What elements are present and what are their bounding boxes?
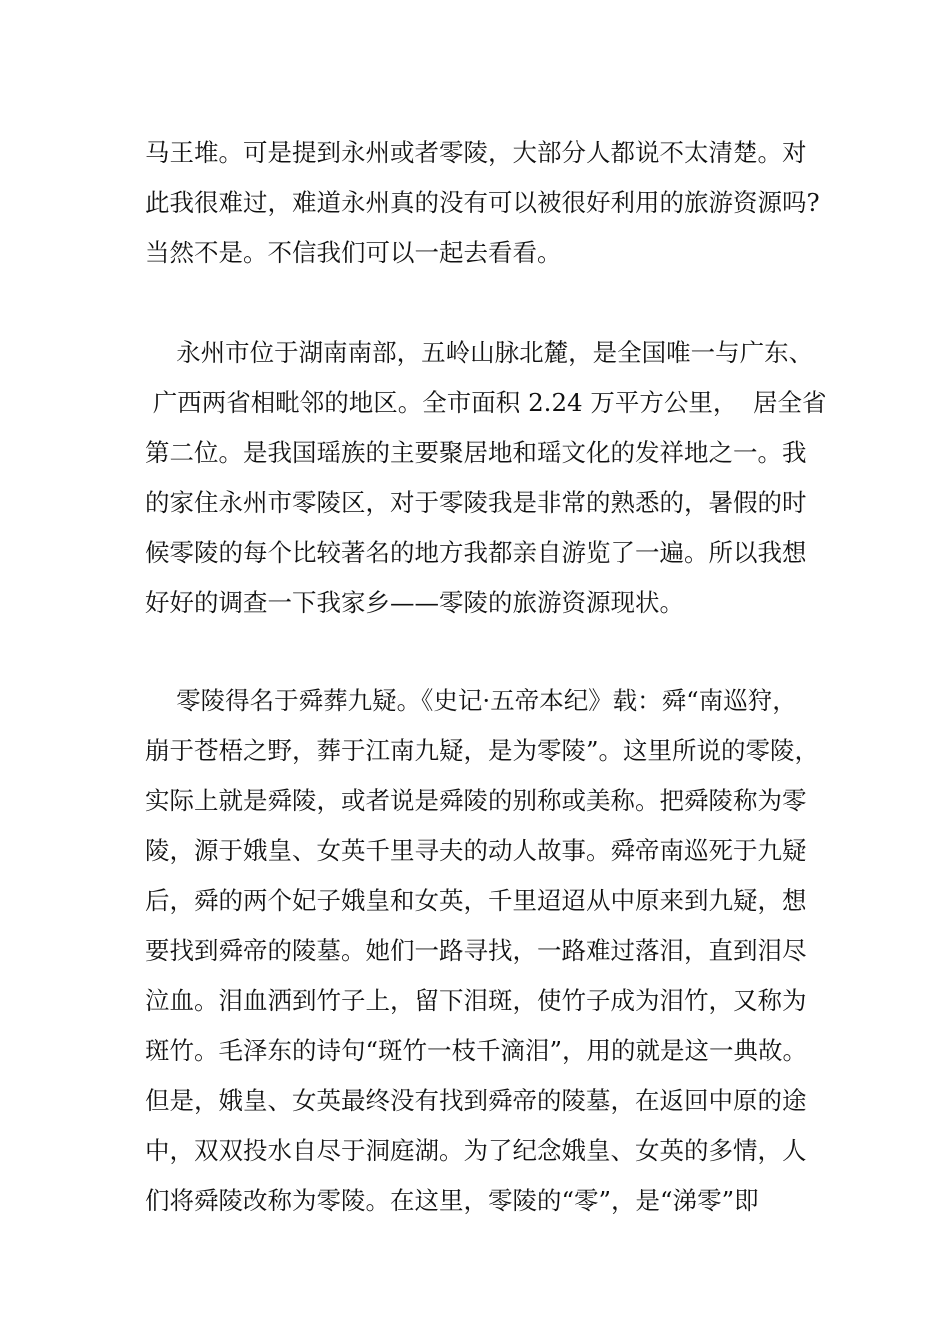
text-line: 要找到舜帝的陵墓。她们一路寻找，一路难过落泪，直到泪尽	[145, 936, 807, 965]
text-line: 斑竹。毛泽东的诗句“斑竹一枝千滴泪”，用的就是这一典故。	[145, 1036, 808, 1065]
text-line: 此我很难过，难道永州真的没有可以被很好利用的旅游资源吗?	[145, 188, 820, 217]
text-line: 泣血。泪血洒到竹子上，留下泪斑，使竹子成为泪竹，又称为	[145, 986, 807, 1015]
text-line: 马王堆。可是提到永州或者零陵，大部分人都说不太清楚。对	[145, 138, 807, 167]
text-line: 当然不是。不信我们可以一起去看看。	[145, 238, 562, 267]
text-line: 陵，源于娥皇、女英千里寻夫的动人故事。舜帝南巡死于九疑	[145, 836, 807, 865]
text-line: 中，双双投水自尽于洞庭湖。为了纪念娥皇、女英的多情，人	[145, 1136, 807, 1165]
text-line: 永州市位于湖南南部，五岭山脉北麓，是全国唯一与广东、	[145, 338, 814, 367]
text-line: 广西两省相毗邻的地区。全市面积 2.24 万平方公里， 居全省	[145, 388, 827, 417]
text-line: 实际上就是舜陵，或者说是舜陵的别称或美称。把舜陵称为零	[145, 786, 807, 815]
paragraph-1	[145, 128, 835, 278]
text-line: 好好的调查一下我家乡——零陵的旅游资源现状。	[145, 588, 684, 617]
text-line: 崩于苍梧之野，葬于江南九疑，是为零陵”。这里所说的零陵，	[145, 736, 820, 765]
text-line: 的家住永州市零陵区，对于零陵我是非常的熟悉的，暑假的时	[145, 488, 807, 517]
text-line: 们将舜陵改称为零陵。在这里，零陵的“零”，是“涕零”即	[145, 1186, 759, 1215]
paragraph-2	[145, 328, 835, 628]
text-line: 后，舜的两个妃子娥皇和女英，千里迢迢从中原来到九疑，想	[145, 886, 807, 915]
text-line: 第二位。是我国瑶族的主要聚居地和瑶文化的发祥地之一。我	[145, 438, 807, 467]
text-line: 候零陵的每个比较著名的地方我都亲自游览了一遍。所以我想	[145, 538, 807, 567]
text-line: 零陵得名于舜葬九疑。《史记·五帝本纪》载：舜“南巡狩，	[145, 686, 797, 715]
paragraph-3	[145, 676, 835, 1226]
text-line: 但是，娥皇、女英最终没有找到舜帝的陵墓，在返回中原的途	[145, 1086, 807, 1115]
